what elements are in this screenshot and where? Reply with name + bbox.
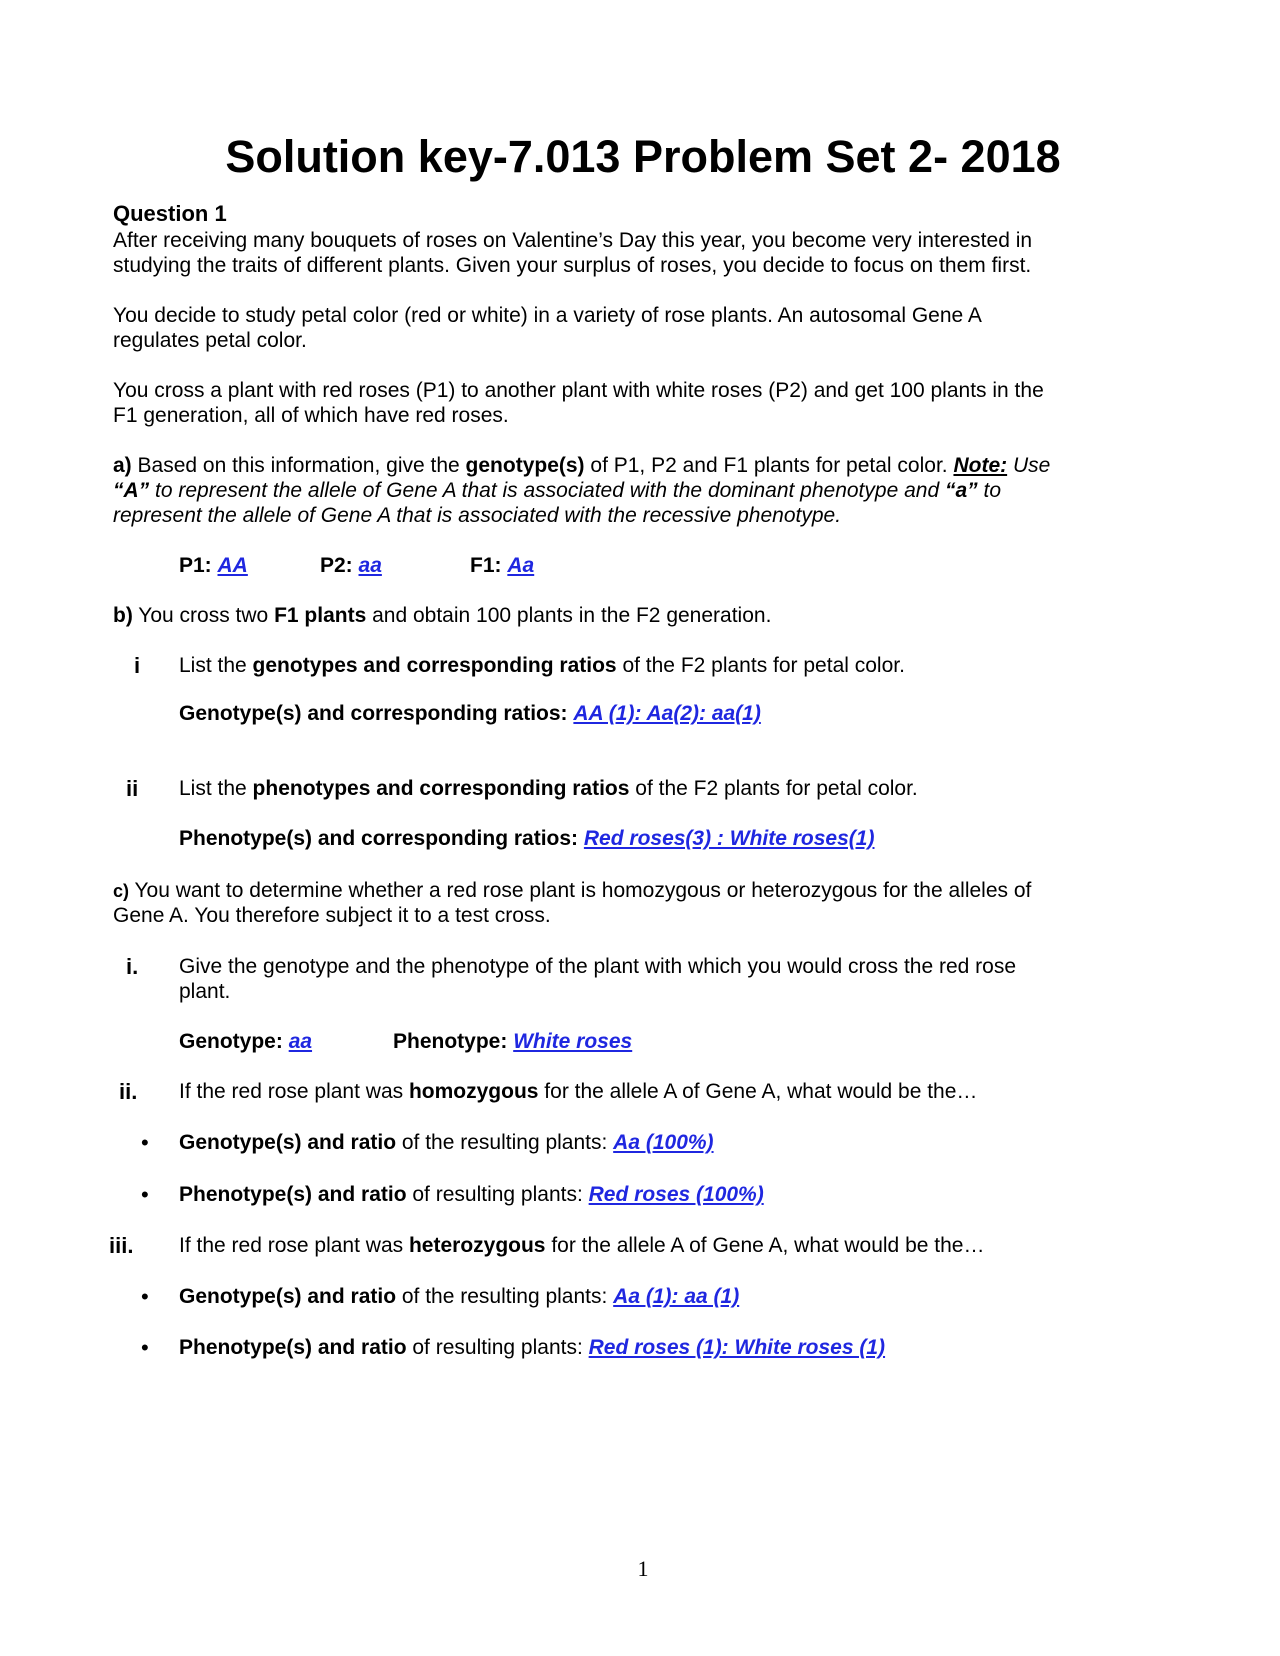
note-text: Use: [1007, 454, 1051, 477]
part-a-bold: genotype(s): [465, 454, 585, 477]
part-a-text: Based on this information, give the: [131, 454, 466, 477]
note-label: Note:: [953, 454, 1008, 477]
part-c-ii-text: If the red rose plant was: [179, 1080, 409, 1103]
part-b-ii-bold: phenotypes and corresponding ratios: [252, 777, 630, 800]
p2-label: P2:: [320, 554, 359, 577]
part-b-ii-text-2: of the F2 plants for petal color.: [629, 777, 918, 800]
part-b-text-2: and obtain 100 plants in the F2 generation.: [366, 604, 772, 627]
part-b-label: b): [113, 604, 133, 627]
f1-answer-row: [470, 553, 534, 579]
part-b-ii-label: ii: [126, 776, 139, 801]
homozygous-genotype-bold: Genotype(s) and ratio: [179, 1131, 397, 1154]
page-title: Solution key-7.013 Problem Set 2- 2018: [225, 131, 1061, 182]
homozygous-genotype-item: [179, 1130, 714, 1156]
note-allele-recessive: “a”: [944, 479, 978, 502]
heterozygous-genotype-bold: Genotype(s) and ratio: [179, 1285, 397, 1308]
part-c-i-line-1: Give the genotype and the phenotype of the plant with which you would cross the red rose: [179, 955, 1017, 978]
part-b-text: You cross two: [132, 604, 275, 627]
part-c-ii-text-2: for the allele A of Gene A, what would be the…: [538, 1080, 978, 1103]
part-c-text: You want to determine whether a red rose plant is homozygous or heterozygous for the alleles of: [129, 879, 1032, 902]
part-c-line-1: [113, 878, 1031, 904]
part-b-bold: F1 plants: [274, 604, 367, 627]
homozygous-genotype-answer: Aa (100%): [613, 1131, 714, 1154]
f1-label: F1:: [470, 554, 508, 577]
part-c-iii-text: If the red rose plant was: [179, 1234, 409, 1257]
bullet-icon: •: [141, 1130, 149, 1155]
intro-paragraph-1-line-1: After receiving many bouquets of roses on Valentine’s Day this year, you become very interested in: [113, 229, 1033, 252]
homozygous-phenotype-text: of resulting plants:: [406, 1183, 589, 1206]
document-page: [109, 0, 1173, 1656]
intro-paragraph-2-line-2: regulates petal color.: [113, 329, 307, 352]
part-b-line: [113, 603, 771, 629]
testcross-phenotype-label: Phenotype:: [393, 1030, 514, 1053]
part-a-line-2: [113, 478, 1001, 504]
homozygous-phenotype-item: [179, 1182, 764, 1208]
part-b-i-answer-row: [179, 701, 761, 727]
question-heading: Question 1: [113, 201, 227, 226]
heterozygous-genotype-text: of the resulting plants:: [396, 1285, 614, 1308]
genotype-ratios-label: Genotype(s) and corresponding ratios:: [179, 702, 574, 725]
p1-answer-row: [179, 553, 248, 579]
heterozygous-phenotype-item: [179, 1335, 885, 1361]
note-allele-dominant: “A”: [113, 479, 150, 502]
bullet-icon: •: [141, 1284, 149, 1309]
part-c-iii-question: [179, 1233, 984, 1259]
note-line-2-text: to represent the allele of Gene A that is associated with the dominant phenotype and: [149, 479, 945, 502]
homozygous-genotype-text: of the resulting plants:: [396, 1131, 614, 1154]
p2-answer-row: [320, 553, 382, 579]
part-b-ii-answer-row: [179, 826, 874, 852]
part-c-ii-bold: homozygous: [408, 1080, 539, 1103]
bullet-icon: •: [141, 1182, 149, 1207]
part-c-ii-label: ii.: [119, 1079, 138, 1104]
intro-paragraph-1-line-2: studying the traits of different plants. Given your surplus of roses, you decide to focus on them first.: [113, 254, 1032, 277]
heterozygous-phenotype-answer: Red roses (1): White roses (1): [588, 1336, 886, 1359]
part-b-i-text: List the: [179, 654, 253, 677]
heterozygous-genotype-answer: Aa (1): aa (1): [613, 1285, 740, 1308]
heterozygous-phenotype-bold: Phenotype(s) and ratio: [179, 1336, 407, 1359]
phenotype-ratios-label: Phenotype(s) and corresponding ratios:: [179, 827, 584, 850]
p1-answer: AA: [217, 554, 248, 577]
part-c-ii-question: [179, 1079, 977, 1105]
part-c-iii-bold: heterozygous: [408, 1234, 546, 1257]
part-c-i-line-2: plant.: [179, 980, 231, 1003]
part-a-label: a): [113, 454, 132, 477]
part-c-line-2: Gene A. You therefore subject it to a test cross.: [113, 904, 551, 927]
part-c-label: c): [113, 881, 130, 901]
homozygous-phenotype-answer: Red roses (100%): [588, 1183, 764, 1206]
intro-paragraph-3-line-2: F1 generation, all of which have red roses.: [113, 404, 509, 427]
p2-answer: aa: [358, 554, 382, 577]
f1-answer: Aa: [507, 554, 535, 577]
part-b-ii-text: List the: [179, 777, 253, 800]
intro-paragraph-2-line-1: You decide to study petal color (red or white) in a variety of rose plants. An autosomal Gene A: [113, 304, 982, 327]
testcross-genotype-row: [179, 1029, 312, 1055]
phenotype-ratios-answer: Red roses(3) : White roses(1): [583, 827, 875, 850]
part-b-i-label: i: [134, 653, 141, 678]
testcross-phenotype-answer: White roses: [513, 1030, 633, 1053]
homozygous-phenotype-bold: Phenotype(s) and ratio: [179, 1183, 407, 1206]
part-b-ii-question: [179, 776, 918, 802]
note-line-2-end: to: [977, 479, 1002, 502]
heterozygous-genotype-item: [179, 1284, 739, 1310]
part-c-i-label: i.: [126, 954, 139, 979]
bullet-icon: •: [141, 1335, 149, 1360]
part-c-iii-text-2: for the allele A of Gene A, what would be the…: [545, 1234, 985, 1257]
testcross-genotype-answer: aa: [288, 1030, 313, 1053]
testcross-phenotype-row: [393, 1029, 632, 1055]
testcross-genotype-label: Genotype:: [179, 1030, 289, 1053]
part-b-i-text-2: of the F2 plants for petal color.: [616, 654, 905, 677]
heterozygous-phenotype-text: of resulting plants:: [406, 1336, 589, 1359]
part-b-i-bold: genotypes and corresponding ratios: [252, 654, 617, 677]
part-a-line-3: represent the allele of Gene A that is associated with the recessive phenotype.: [113, 504, 842, 527]
p1-label: P1:: [179, 554, 218, 577]
part-a-line-1: [113, 453, 1050, 479]
part-b-i-question: [179, 653, 905, 679]
part-a-text-2: of P1, P2 and F1 plants for petal color.: [584, 454, 954, 477]
page-number: 1: [637, 1556, 649, 1581]
genotype-ratios-answer: AA (1): Aa(2): aa(1): [573, 702, 761, 725]
part-c-iii-label: iii.: [109, 1233, 134, 1258]
intro-paragraph-3-line-1: You cross a plant with red roses (P1) to another plant with white roses (P2) and get 100 plants in the: [113, 379, 1044, 402]
